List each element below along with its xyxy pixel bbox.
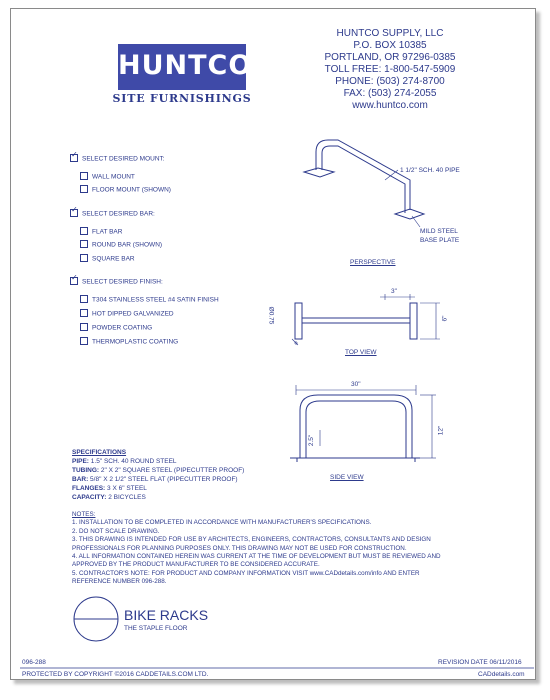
plate-callout-2: BASE PLATE [420,237,460,244]
finish-option-powder[interactable]: POWDER COATING [80,324,152,332]
side-view [290,385,436,462]
note-line: APPROVED BY THE PRODUCT MANUFACTURER TO BE CONSIDERED ACCURATE. [72,561,320,569]
top-view-label: TOP VIEW [345,349,377,356]
bar-option-flat[interactable]: FLAT BAR [80,228,122,236]
mount-heading[interactable]: ✓SELECT DESIRED MOUNT: [70,155,165,163]
finish-heading[interactable]: ✓SELECT DESIRED FINISH: [70,278,163,286]
drawing-subtitle: THE STAPLE FLOOR [124,625,188,632]
revision-date: REVISION DATE 06/11/2016 [438,659,522,666]
spec-row: BAR: 5/8" X 2 1/2" STEEL FLAT (PIPECUTTER PROOF) [72,476,238,483]
bar-option-square[interactable]: SQUARE BAR [80,255,135,263]
note-line: REFERENCE NUMBER 096-288. [72,578,167,586]
plate-callout-1: MILD STEEL [420,228,458,235]
reference-number: 096-288 [22,659,46,666]
dim-075: Ø0.75 [267,306,275,325]
note-line: 3. THIS DRAWING IS INTENDED FOR USE BY ARCHITECTS, ENGINEERS, CONTRACTORS, CONSULTANTS AND DESIGN [72,536,431,544]
note-line: 4. ALL INFORMATION CONTAINED HEREIN WAS CURRENT AT THE TIME OF DEVELOPMENT BUT MUST BE REVIEWED AND [72,553,441,561]
company-toll-free: TOLL FREE: 1-800-547-5909 [324,64,456,75]
spec-row: TUBING: 2" X 2" SQUARE STEEL (PIPECUTTER PROOF) [72,467,245,474]
note-line: 5. CONTRACTOR'S NOTE: FOR PRODUCT AND COMPANY INFORMATION VISIT www.CADdetails.com/info AND ENTER [72,569,420,577]
bar-option-round[interactable]: ROUND BAR (SHOWN) [80,241,162,249]
finish-option-stainless[interactable]: T304 STAINLESS STEEL #4 SATIN FINISH [80,296,219,304]
top-view [292,294,440,345]
company-web: www.huntco.com [352,100,428,111]
side-view-label: SIDE VIEW [330,474,364,481]
company-name: HUNTCO SUPPLY, LLC [336,28,444,39]
finish-option-thermoplastic[interactable]: THERMOPLASTIC COATING [80,338,178,346]
pipe-callout: 1 1/2" SCH. 40 PIPE [400,167,460,174]
caddetails-link[interactable]: CADdetails.com [478,671,525,678]
perspective-view [304,140,424,227]
drawing-title: BIKE RACKS [124,607,209,623]
notes-heading: NOTES: [72,511,96,518]
dim-12: 12" [437,425,445,436]
specs-heading: SPECIFICATIONS [72,449,127,456]
bar-heading[interactable]: ✓SELECT DESIRED BAR: [70,210,155,218]
logo-text: HUNTCO [118,50,253,81]
logo-subtitle: SITE FURNISHINGS [112,92,252,105]
dim-6: 6" [441,315,449,322]
mount-option-floor[interactable]: FLOOR MOUNT (SHOWN) [80,186,171,194]
note-line: 2. DO NOT SCALE DRAWING. [72,527,160,535]
company-fax: FAX: (503) 274-2055 [343,88,437,99]
mount-option-wall[interactable]: WALL MOUNT [80,173,135,181]
dim-3: 3" [391,288,397,295]
dim-30: 30" [351,381,361,388]
perspective-label: PERSPECTIVE [350,259,396,266]
company-phone: PHONE: (503) 274-8700 [335,76,445,87]
finish-option-galvanized[interactable]: HOT DIPPED GALVANIZED [80,310,174,318]
spec-row: CAPACITY: 2 BICYCLES [72,494,146,501]
spec-row: PIPE: 1.5" SCH. 40 ROUND STEEL [72,458,177,465]
dim-25: 2.5" [308,434,316,447]
company-po-box: P.O. BOX 10385 [353,40,427,51]
company-city: PORTLAND, OR 97296-0385 [324,52,456,63]
note-line: 1. INSTALLATION TO BE COMPLETED IN ACCORDANCE WITH MANUFACTURER'S SPECIFICATIONS. [72,519,372,527]
notes-block [72,511,492,587]
note-line: PROFESSIONALS FOR PLANNING PURPOSES ONLY. THIS DRAWING MAY NOT BE USED FOR CONSTRUCTION. [72,544,407,552]
copyright-notice: PROTECTED BY COPYRIGHT ©2016 CADDETAILS.COM LTD. [22,671,209,678]
spec-row: FLANGES: 3 X 6" STEEL [72,485,147,492]
